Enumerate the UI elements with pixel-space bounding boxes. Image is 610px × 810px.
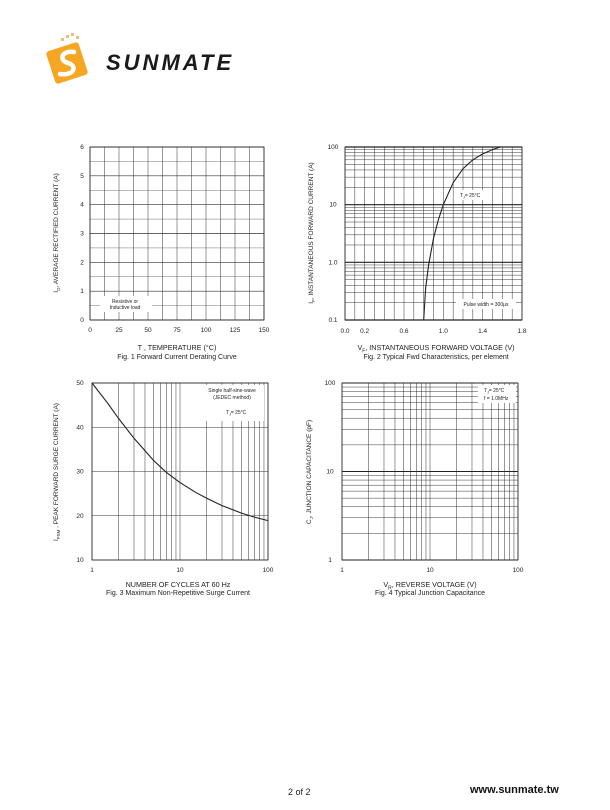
- fig2-xlabel-text: , INSTANTANEOUS FORWARD VOLTAGE (V): [365, 343, 515, 352]
- fig1-xtick: 125: [229, 327, 241, 334]
- fig2-caption: Fig. 2 Typical Fwd Characteristics, per element: [363, 354, 509, 361]
- fig1-xtick: 25: [115, 327, 123, 334]
- fig1-ytick: 0: [80, 317, 84, 324]
- fig2-xtick: 1.8: [517, 328, 527, 335]
- fig2-ytick: 1.0: [328, 259, 338, 267]
- fig2-annotation-pulse: Pulse width = 300μs: [463, 302, 509, 308]
- fig1-ytick: 2: [80, 259, 84, 267]
- fig3-xlabel: NUMBER OF CYCLES AT 60 Hz: [125, 580, 231, 589]
- fig4-annotation-tj: $T_J= 25^\circ C$: [484, 388, 505, 395]
- fig1-ytick: 6: [80, 144, 84, 151]
- fig3-ytick: 20: [76, 512, 84, 520]
- fig2-xtick: 0.6: [399, 328, 409, 335]
- fig3-ytick: 30: [76, 468, 84, 476]
- brand-name: SUNMATE: [106, 50, 235, 75]
- fig1-caption: Fig. 1 Forward Current Derating Curve: [117, 354, 237, 361]
- fig3-ylabel: $I_{FSM}$ , PEAK FORWARD SURGE CURRENT (A): [53, 403, 61, 541]
- fig3-annotation-tj: $T_J= 25^\circ C$: [226, 410, 247, 417]
- fig4-ytick: 100: [324, 380, 336, 387]
- fig2-xtick: 0.2: [360, 328, 370, 335]
- fig1-xtick: 150: [258, 327, 270, 334]
- fig1-annotation: Inductive load: [109, 305, 141, 311]
- fig4-xtick: 1: [340, 567, 344, 574]
- fig4-xlabel-text: , REVERSE VOLTAGE (V): [391, 580, 477, 589]
- fig2-xlabel: $V_F$, INSTANTANEOUS FORWARD VOLTAGE (V): [357, 343, 515, 355]
- fig3-ytick: 50: [76, 380, 84, 387]
- fig2-xlabel-sub: F: [362, 348, 366, 355]
- fig1-ytick: 1: [80, 288, 84, 296]
- fig4-caption: Fig. 4 Typical Junction Capacitance: [375, 590, 485, 597]
- fig4-ytick: 10: [326, 468, 334, 476]
- fig1-ytick: 5: [80, 172, 84, 180]
- fig3-xtick: 10: [176, 567, 184, 574]
- fig3-xtick: 100: [262, 567, 274, 574]
- fig3-ytick: 10: [76, 557, 84, 564]
- website-link[interactable]: www.sunmate.tw: [470, 784, 559, 796]
- fig4-ytick: 1: [328, 557, 332, 564]
- fig1-xlabel: T , TEMPERATURE (°C): [137, 343, 217, 352]
- fig2-xtick: 0.0: [340, 328, 350, 335]
- fig2-annotation-tj: $T_J= 25^\circ C$: [460, 193, 481, 200]
- fig3-annotation: Single half-sine-wave: [208, 388, 256, 394]
- fig2-ylabel: $I_F$, INSTANTANEOUS FORWARD CURRENT (A): [308, 162, 316, 304]
- fig1-annotation: Resistive or: [111, 299, 139, 305]
- fig2-ytick: 100: [327, 144, 339, 151]
- fig1-xtick: 100: [200, 327, 212, 334]
- fig2-ytick: 0.1: [328, 317, 338, 324]
- fig1-xtick: 0: [88, 327, 92, 334]
- fig1-ytick: 4: [80, 201, 84, 209]
- fig1-xtick: 75: [173, 327, 181, 334]
- fig3-ytick: 40: [76, 424, 84, 432]
- fig1-ytick: 3: [80, 230, 84, 238]
- fig4-xlabel-sub: R: [388, 585, 392, 592]
- fig4-annotation-freq: f = 1.0MHz: [484, 396, 509, 402]
- fig1-ylabel: $I_O$, AVERAGE RECTIFIED CURRENT (A): [53, 173, 61, 293]
- fig4-xtick: 10: [426, 567, 434, 574]
- fig3-xtick: 1: [90, 567, 94, 574]
- fig3-caption: Fig. 3 Maximum Non-Repetitive Surge Current: [106, 590, 250, 597]
- fig1-xtick: 50: [144, 327, 152, 334]
- fig2-xtick: 1.0: [438, 328, 448, 335]
- fig4-xtick: 100: [512, 567, 524, 574]
- fig4-xlabel: $V_R$, REVERSE VOLTAGE (V): [383, 580, 477, 592]
- fig4-ylabel: $C_J$, JUNCTION CAPACITANCE (pF): [306, 419, 314, 525]
- fig3-annotation: (JEDEC method): [213, 395, 251, 401]
- fig2-ytick: 10: [329, 201, 337, 209]
- fig2-xtick: 1.4: [478, 328, 488, 335]
- page-number: 2 of 2: [288, 787, 311, 797]
